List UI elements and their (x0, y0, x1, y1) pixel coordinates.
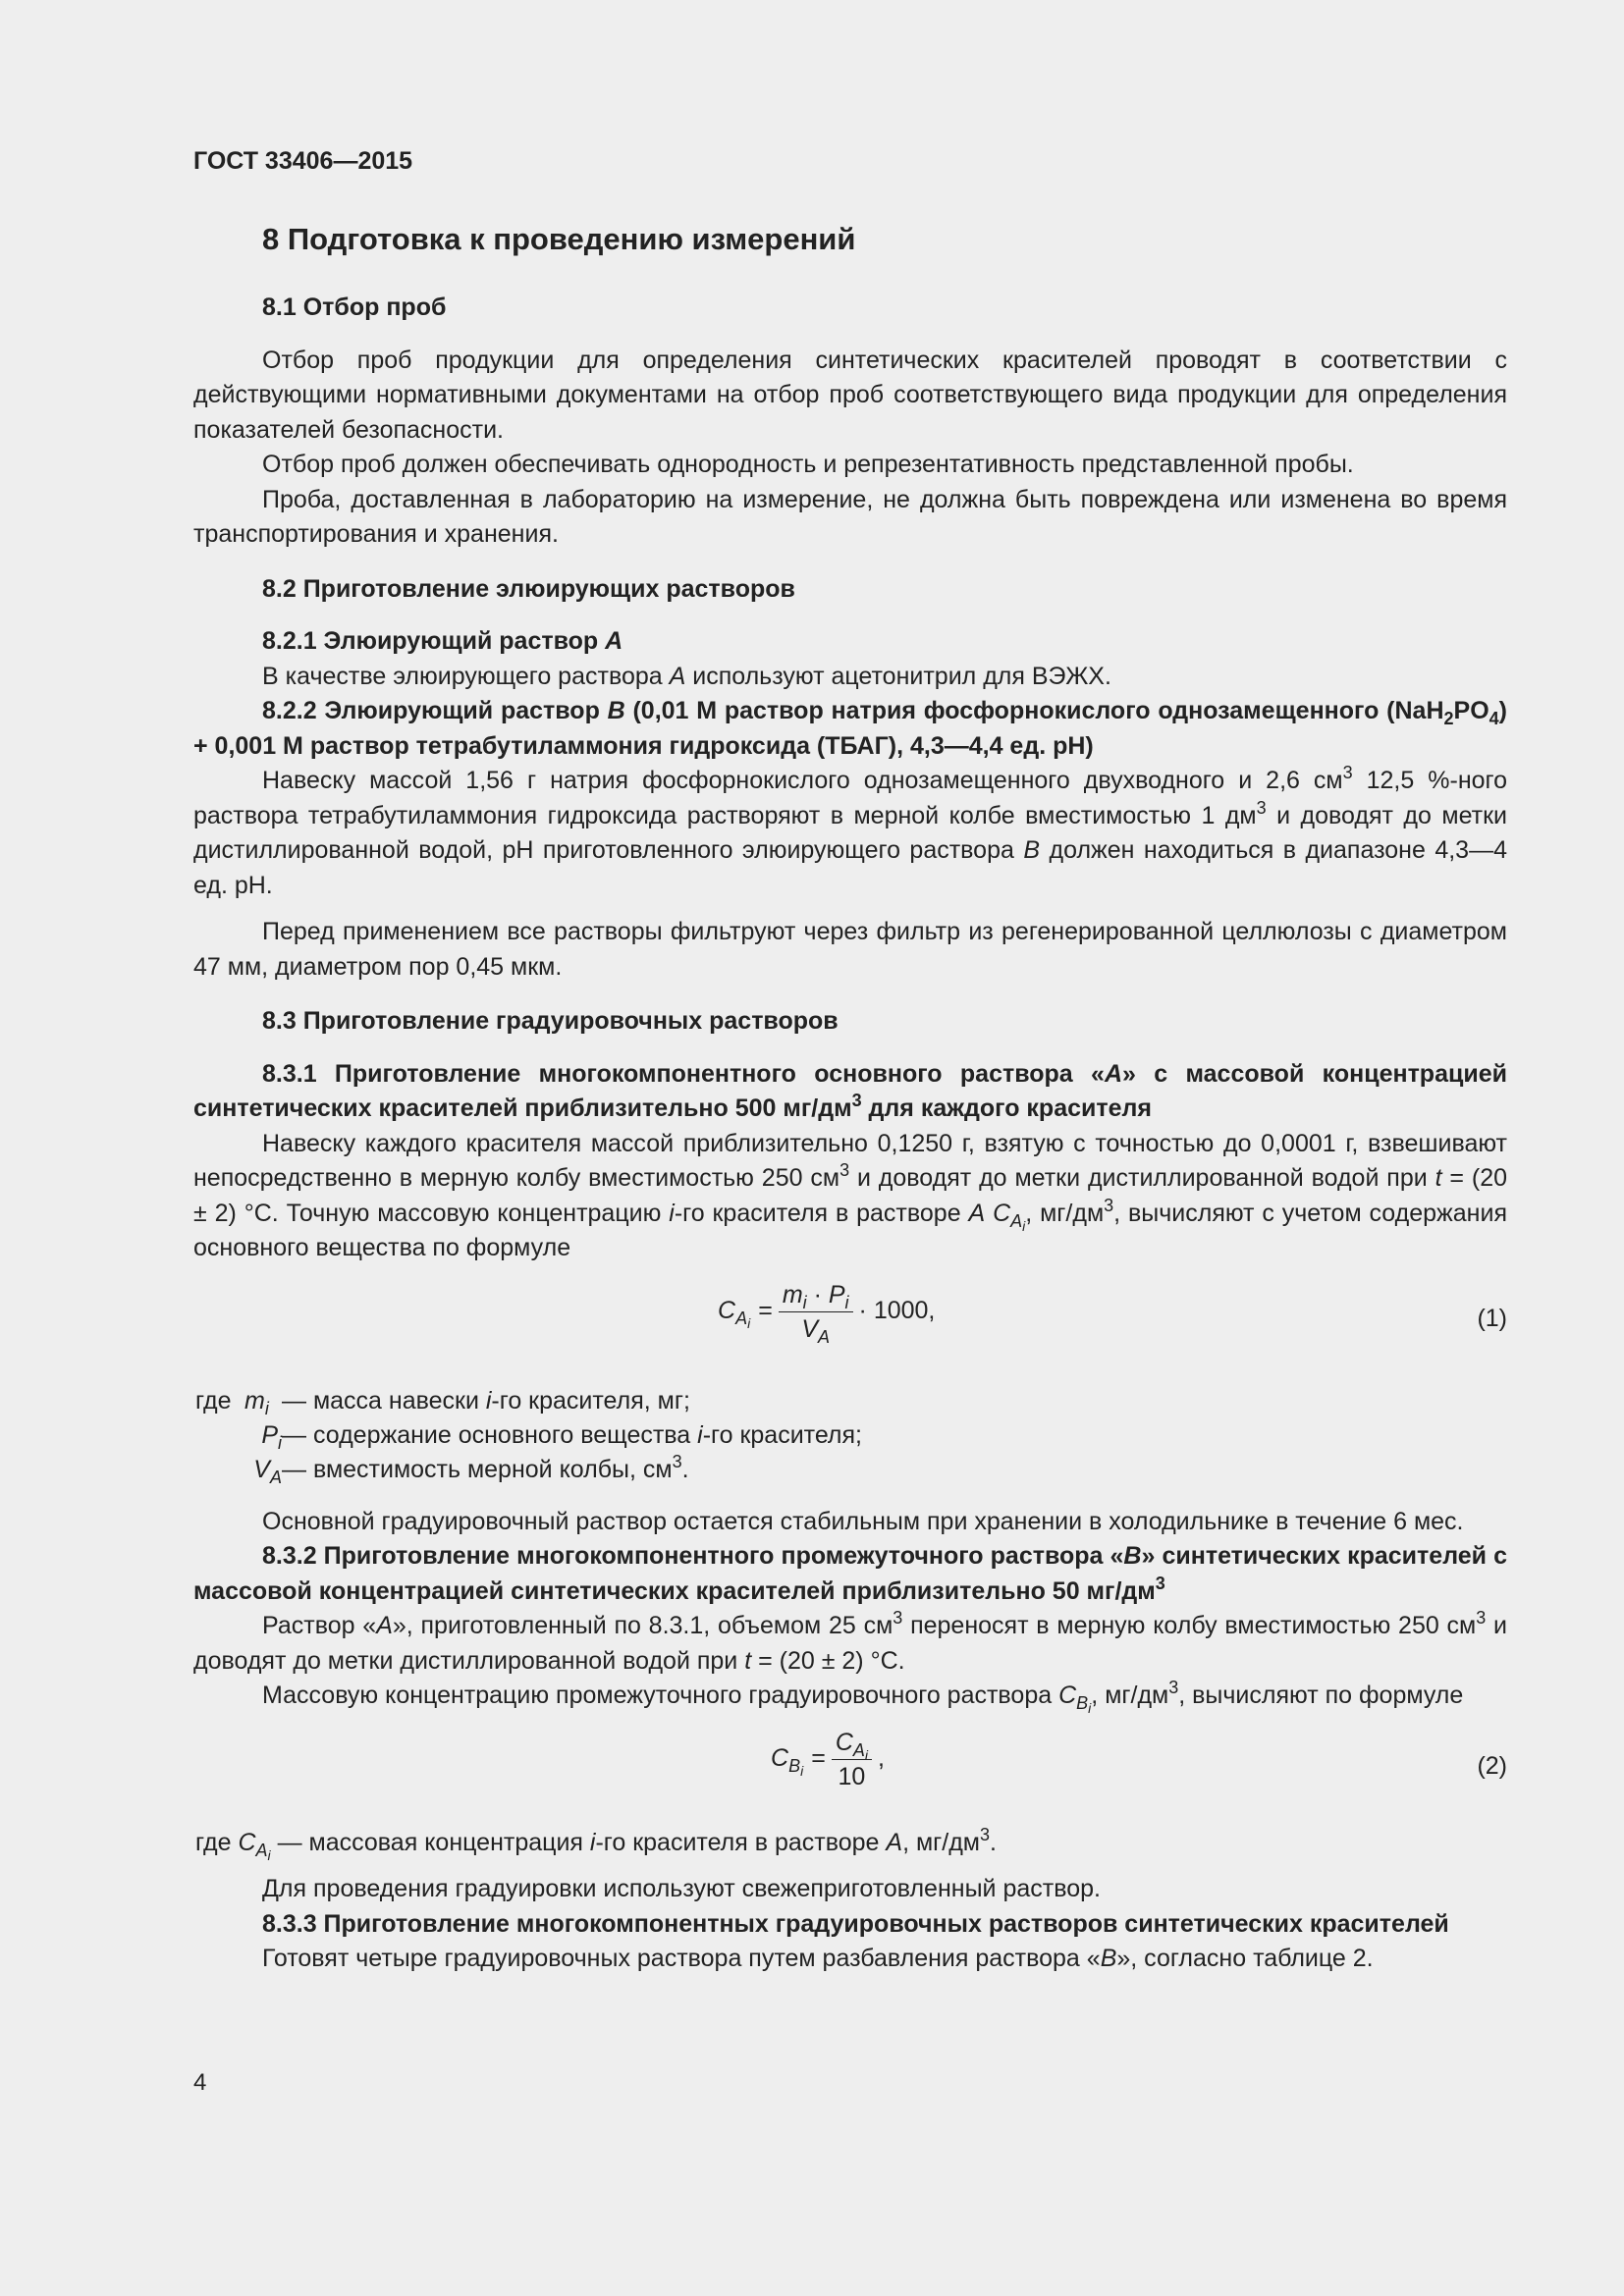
formula-lhs (718, 1294, 751, 1332)
denominator (801, 1312, 831, 1347)
superscript: 3 (1256, 797, 1267, 818)
superscript: 3 (1155, 1573, 1165, 1593)
text: , мг/дм (1025, 1199, 1105, 1227)
formula-lhs (771, 1741, 804, 1780)
variable: А (886, 1828, 903, 1856)
text: и доводят до метки дистиллированной водой, pH приготовленного элюирующего раствора (193, 801, 1507, 864)
legend-symbol (195, 1453, 282, 1487)
variable: i (800, 1763, 804, 1780)
text: , вычисляют с учетом содержания основного вещества по формуле (193, 1199, 1507, 1261)
variable: i (802, 1292, 807, 1312)
variable: C (835, 1728, 853, 1756)
clause-8-3-3-title: 8.3.3 Приготовление многокомпонентных градуировочных растворов синтетических красителей (262, 1909, 1449, 1938)
paragraph: Отбор проб продукции для определения синтетических красителей проводят в соответствии с действующими нормативными документами на отбор проб соответствующего вида продукции для определения показателей безопасности. (193, 346, 1507, 444)
clause-8-2-1-title (193, 624, 1507, 660)
variable: m (244, 1386, 265, 1415)
superscript: 3 (1342, 763, 1353, 782)
paragraph: Проба, доставленная в лабораторию на измерение, не должна быть повреждена или изменена во время транспортирования и хранения. (193, 485, 1507, 548)
variable: B (788, 1756, 801, 1777)
fraction (832, 1728, 872, 1791)
variable: С (1058, 1682, 1077, 1709)
text: должен находиться в диапазоне 4,3—4 ед. pH. (193, 836, 1507, 899)
legend-row (195, 1418, 1507, 1453)
superscript: 3 (672, 1451, 682, 1471)
text: для каждого красителя (861, 1095, 1152, 1122)
variable: A (255, 1840, 268, 1860)
variable: С (238, 1828, 256, 1856)
text: — содержание основного вещества (282, 1420, 698, 1449)
variable: i (485, 1386, 492, 1415)
variable: V (801, 1314, 819, 1343)
subsection-8-3-title: 8.3 Приготовление градуировочных растворов (262, 1007, 839, 1035)
clause-text: 8.2.1 Элюирующий раствор (262, 627, 599, 655)
equation-number: (1) (1477, 1304, 1507, 1332)
text: — вместимость мерной колбы, см (282, 1455, 673, 1483)
variable: C (718, 1297, 736, 1325)
formula-tail: · 1000, (858, 1297, 936, 1325)
superscript: 3 (980, 1824, 991, 1844)
document-code: ГОСТ 33406—2015 (193, 147, 413, 175)
text: » с массовой концентрацией синтетических красителей приблизительно 500 мг/дм (193, 1059, 1507, 1122)
text (985, 1200, 993, 1227)
text: Раствор « (262, 1612, 377, 1639)
text: , вычисляют по формуле (1178, 1682, 1464, 1709)
variable: i (278, 1432, 282, 1453)
text: (0,01 М раствор натрия фосфорнокислого однозамещенного (NaH (624, 697, 1444, 724)
subscript (800, 1763, 803, 1779)
variable: С (993, 1199, 1011, 1227)
variable: i (844, 1292, 849, 1312)
subscript (1076, 1693, 1092, 1716)
variable: A (269, 1467, 282, 1487)
text: В качестве элюирующего раствора (262, 662, 670, 690)
formula-1-row (193, 1280, 1507, 1378)
text: -го красителя, мг; (491, 1386, 690, 1415)
text: 8.3.1 Приготовление многокомпонентного основного раствора « (262, 1059, 1105, 1088)
variable: t (744, 1646, 752, 1675)
text: = (20 ± 2) °С. Точную массовую концентрацию (193, 1164, 1508, 1227)
paragraph (193, 764, 1507, 903)
paragraph: Для проведения градуировки используют свежеприготовленный раствор. (262, 1875, 1101, 1902)
variable: i (669, 1199, 675, 1227)
variable: P (828, 1280, 845, 1308)
paragraph: Отбор проб должен обеспечивать однородность и репрезентативность представленной пробы. (262, 451, 1354, 478)
subscript (735, 1308, 751, 1332)
text: Навеску каждого красителя массой приблизительно 0,1250 г, взятую с точностью до 0,0001 г, взвешивают непосредственно в мерную колбу вместимостью 250 см (193, 1129, 1507, 1192)
variable: P (261, 1420, 278, 1449)
text: Готовят четыре градуировочных раствора путем разбавления раствора « (262, 1945, 1101, 1972)
legend-text (282, 1418, 862, 1453)
paragraph (193, 660, 1507, 695)
variable: i (1022, 1217, 1026, 1234)
superscript: 3 (1104, 1195, 1114, 1215)
variable: В (607, 697, 625, 724)
text: Массовую концентрацию промежуточного градуировочного раствора (262, 1682, 1059, 1709)
variable: i (697, 1420, 703, 1449)
text: 8.3.2 Приготовление многокомпонентного промежуточного раствора « (262, 1542, 1124, 1570)
legend-symbol (195, 1418, 282, 1453)
text: -го красителя; (702, 1420, 862, 1449)
subscript (270, 1468, 282, 1487)
paragraph (193, 1942, 1507, 1977)
subsection-8-1-title: 8.1 Отбор проб (262, 294, 447, 321)
variable: A (735, 1308, 748, 1329)
variable: t (1435, 1164, 1442, 1192)
equals-sign: = (811, 1744, 826, 1773)
variable: i (589, 1828, 596, 1856)
subscript: 2 (1443, 709, 1454, 728)
variable: A (852, 1739, 865, 1760)
subscript (865, 1747, 868, 1763)
equation-number: (2) (1477, 1751, 1507, 1780)
formula-2 (771, 1728, 885, 1791)
text: = (20 ± 2) °С. (751, 1646, 905, 1675)
text: -го красителя в растворе (595, 1828, 887, 1856)
subscript (1010, 1210, 1026, 1234)
text: » синтетических красителей с массовой концентрацией синтетических красителей приблизительно 50 мг/дм (193, 1542, 1507, 1605)
text: 12,5 %-ного раствора тетрабутиламмония гидроксида растворяют в мерной колбе вместимостью 1 дм (193, 767, 1508, 829)
equals-sign: = (758, 1297, 773, 1325)
numerator (779, 1280, 853, 1312)
text: — масса навески (282, 1386, 486, 1415)
operator: · (806, 1280, 829, 1308)
clause-8-3-2-title (193, 1539, 1507, 1609)
text: Навеску массой 1,56 г натрия фосфорнокислого однозамещенного двухводного и 2,6 см (262, 767, 1343, 794)
subscript (818, 1327, 830, 1347)
legend-where: где (195, 1386, 232, 1415)
formula-2-row (193, 1728, 1507, 1826)
text: -го красителя в растворе (674, 1199, 969, 1227)
numerator (832, 1728, 872, 1763)
paragraph (193, 1609, 1507, 1679)
paragraph (193, 1679, 1507, 1714)
text: , мг/дм (1091, 1682, 1169, 1709)
formula-tail: , (878, 1744, 885, 1773)
subscript (747, 1315, 750, 1331)
document-body (193, 218, 1507, 1977)
variable: i (747, 1315, 751, 1332)
text: . (990, 1828, 997, 1856)
subscript: 4 (1489, 709, 1499, 728)
paragraph: Основной градуировочный раствор остается стабильным при хранении в холодильнике в течение 6 мес. (262, 1507, 1464, 1535)
subscript (255, 1840, 271, 1863)
fraction (779, 1280, 853, 1347)
variable: А (968, 1199, 986, 1227)
section-title: 8 Подготовка к проведению измерений (262, 222, 856, 256)
subscript (852, 1739, 869, 1763)
variable: C (771, 1744, 789, 1773)
superscript: 3 (1168, 1678, 1179, 1697)
superscript: 3 (851, 1091, 862, 1110)
formula-1 (718, 1280, 936, 1347)
paragraph: Перед применением все растворы фильтруют через фильтр из регенерированной целлюлозы с диаметром 47 мм, диаметром пор 0,45 мкм. (193, 918, 1507, 981)
text: и доводят до метки дистиллированной водой при (849, 1164, 1435, 1192)
subscript (788, 1756, 804, 1780)
legend-text (282, 1384, 690, 1418)
text: . (681, 1455, 689, 1483)
clause-8-2-2-title (193, 694, 1507, 764)
text: используют ацетонитрил для ВЭЖХ. (685, 662, 1111, 690)
legend-row (195, 1453, 1507, 1487)
text: PO (1453, 697, 1489, 724)
variable: В (1100, 1945, 1117, 1972)
variable: i (1088, 1700, 1092, 1716)
variable: i (264, 1398, 269, 1418)
variable: i (267, 1846, 271, 1863)
subscript (265, 1399, 269, 1418)
superscript: 3 (839, 1160, 850, 1180)
formula-2-legend (195, 1826, 1507, 1861)
legend-symbol (244, 1384, 282, 1418)
variable: i (864, 1746, 869, 1763)
variable: А (376, 1612, 393, 1639)
formula-1-legend (195, 1384, 1507, 1487)
legend-where: где (195, 1828, 239, 1856)
variable: А (669, 662, 686, 690)
variable: A (1010, 1210, 1023, 1231)
text: и доводят до метки дистиллированной водой при (193, 1612, 1507, 1675)
superscript: 3 (893, 1608, 903, 1628)
text: , мг/дм (902, 1828, 980, 1856)
page-number: 4 (193, 2069, 207, 2096)
text: ) + 0,001 М раствор тетрабутиламмония гидроксида (ТБАГ), 4,3—4,4 ед. pH) (193, 697, 1507, 760)
text: », согласно таблице 2. (1116, 1945, 1374, 1972)
subscript (845, 1293, 849, 1312)
text: — массовая концентрация (270, 1828, 590, 1856)
legend-row (195, 1384, 1507, 1418)
paragraph (193, 1127, 1507, 1266)
variable: А (605, 627, 623, 655)
variable: В (1023, 836, 1041, 864)
text: », приготовленный по 8.3.1, объемом 25 см (392, 1612, 893, 1639)
superscript: 3 (1476, 1608, 1487, 1628)
legend-text (282, 1453, 689, 1487)
text: 8.2.2 Элюирующий раствор (262, 697, 608, 724)
subsection-8-2-title: 8.2 Приготовление элюирующих растворов (262, 574, 795, 603)
text: переносят в мерную колбу вместимостью 250 см (902, 1612, 1477, 1639)
variable: B (1076, 1693, 1089, 1713)
variable: m (782, 1280, 803, 1308)
variable: А (1104, 1059, 1123, 1088)
variable: В (1123, 1542, 1142, 1570)
variable: A (818, 1326, 831, 1347)
denominator: 10 (838, 1762, 866, 1790)
clause-8-3-1-title (193, 1057, 1507, 1127)
variable: V (253, 1455, 270, 1483)
